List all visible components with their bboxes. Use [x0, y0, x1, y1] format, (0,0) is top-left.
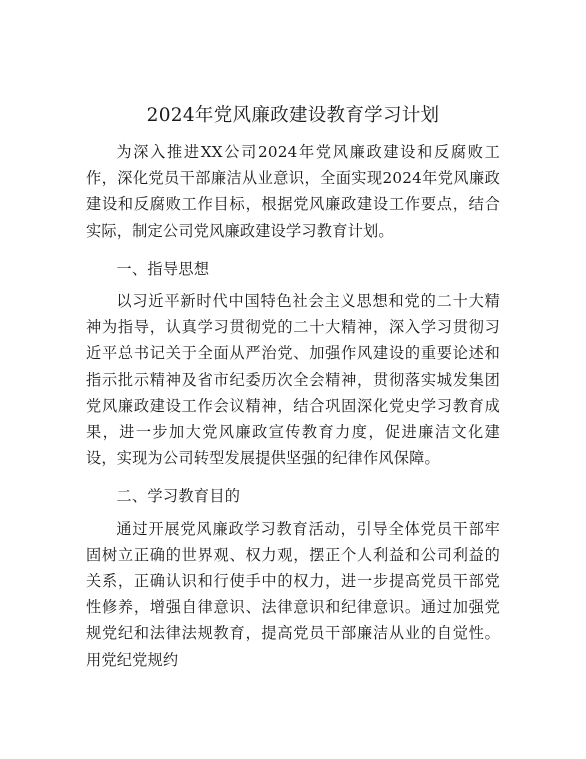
- document-body: [86, 139, 500, 673]
- section-heading-education-purpose: 二、学习教育目的: [116, 487, 241, 506]
- intro-paragraph: 为深入推进XX公司2024年党风廉政建设和反腐败工作，深化党员干部廉洁从业意识，全面实现2024年党风廉政建设和反腐败工作目标，根据党风廉政建设工作要点，结合实际，制定公司党风廉政建设学习教育计划。: [86, 143, 500, 240]
- section-heading-guiding-ideology: 一、指导思想: [116, 259, 210, 278]
- document-title: 2024年党风廉政建设教育学习计划: [146, 105, 440, 126]
- section-paragraph-education-purpose: 通过开展党风廉政学习教育活动，引导全体党员干部牢固树立正确的世界观、权力观，摆正个人利益和公司利益的关系，正确认识和行使手中的权力，进一步提高党员干部党性修养，增强自律意识、法律意识和纪律意识。通过加强党规党纪和法律法规教育，提高党员干部廉洁从业的自觉性。用党纪党规约: [86, 519, 500, 669]
- section-paragraph-guiding-ideology: 以习近平新时代中国特色社会主义思想和党的二十大精神为指导，认真学习贯彻党的二十大精神，深入学习贯彻习近平总书记关于全面从严治党、加强作风建设的重要论述和指示批示精神及省市纪委历次全会精神，贯彻落实城发集团党风廉政建设工作会议精神，结合巩固深化党史学习教育成果，进一步加大党风廉政宣传教育力度，促进廉洁文化建设，实现为公司转型发展提供坚强的纪律作风保障。: [86, 292, 500, 468]
